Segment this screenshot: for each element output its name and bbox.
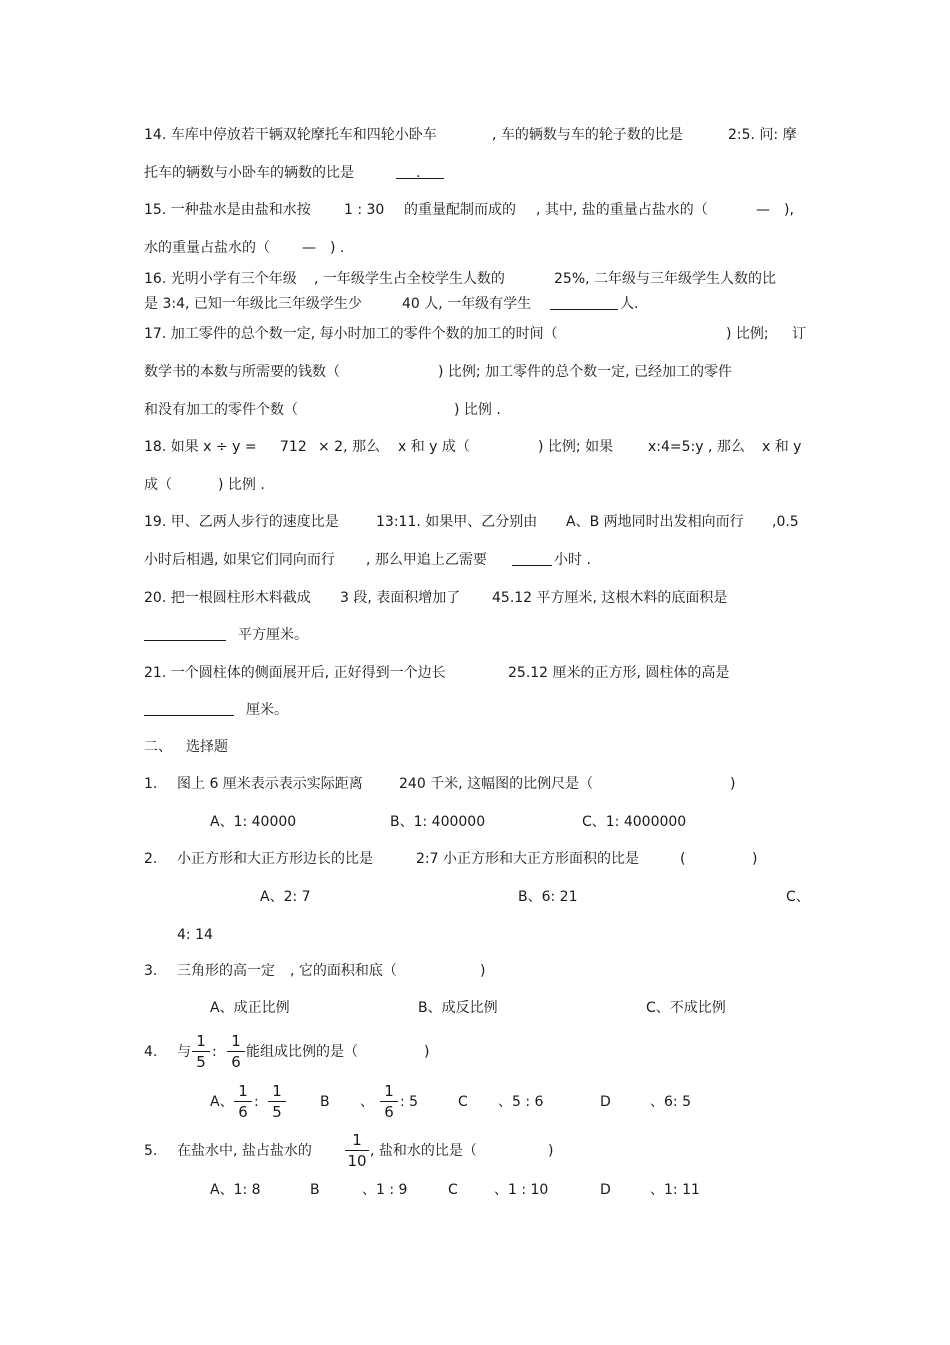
- q21-text-b: 25.12 厘米的正方形, 圆柱体的高是: [508, 665, 730, 681]
- q19-text-a: 19. 甲、乙两人步行的速度比是: [144, 514, 339, 530]
- q15-ratio: 1 : 30: [344, 202, 385, 218]
- q18-text-d: x 和 y 成（: [398, 439, 470, 455]
- section-2-title: 选择题: [186, 739, 228, 755]
- q18-text-g: x 和 y: [762, 439, 802, 455]
- q20-text-c: 45.12 平方厘米, 这根木料的底面积是: [492, 590, 728, 606]
- choice-4-fraction-2: [227, 1032, 245, 1071]
- choice-4-colon: :: [212, 1044, 217, 1060]
- choice-5-text: 在盐水中, 盐占盐水的: [177, 1143, 312, 1159]
- q15-text-d: , 其中, 盐的重量占盐水的（: [536, 202, 708, 218]
- choice-3-option-a[interactable]: A、成正比例: [210, 1000, 290, 1016]
- choice-1-option-b[interactable]: B、1: 400000: [390, 814, 486, 830]
- q18-text-c: × 2, 那么: [318, 439, 380, 455]
- choice-4-fraction-1: [192, 1032, 210, 1071]
- choice-3-number: 3.: [144, 963, 158, 979]
- q16-text-a: 16. 光明小学有三个年级: [144, 271, 297, 287]
- q18-text-e: ) 比例; 如果: [538, 439, 614, 455]
- choice-4-pre: 与: [177, 1044, 191, 1060]
- fraction-denominator: 5: [196, 1053, 206, 1071]
- q16-text-d: 是 3:4, 已知一年级比三年级学生少: [144, 296, 362, 312]
- choice-4-option-d-value: 、6: 5: [650, 1094, 691, 1110]
- choice-5-number: 5.: [144, 1143, 158, 1159]
- choice-5-option-c-value: 、1 : 10: [494, 1182, 549, 1198]
- q18-text-a: 18. 如果 x ÷ y =: [144, 439, 257, 455]
- choice-5-option-b[interactable]: B: [310, 1182, 320, 1198]
- q18-text-f: x:4=5:y , 那么: [648, 439, 745, 455]
- q15-text-f: ),: [784, 202, 794, 218]
- q16-text-f: 人.: [620, 296, 639, 312]
- fraction-numerator: 1: [231, 1032, 241, 1050]
- q19-text-d: ,0.5: [772, 514, 799, 530]
- choice-4-option-a-fraction-2: [268, 1082, 286, 1121]
- q15-text-c: 的重量配制而成的: [404, 202, 516, 218]
- choice-4-option-a-colon: :: [254, 1094, 259, 1110]
- choice-5-fraction: [345, 1131, 369, 1170]
- q15-fraction-blank-1[interactable]: —: [756, 202, 770, 218]
- q18-text-h: 成（: [144, 477, 172, 493]
- q19-text-g: 小时 .: [554, 552, 591, 568]
- q17-text-b: ) 比例;: [726, 326, 769, 342]
- choice-4-option-a[interactable]: A、: [210, 1094, 234, 1110]
- q19-text-b: 13:11. 如果甲、乙分别由: [376, 514, 538, 530]
- choice-4-option-b-sep: 、: [360, 1094, 374, 1110]
- fraction-denominator: 6: [231, 1053, 241, 1071]
- fraction-numerator: 1: [272, 1082, 282, 1100]
- q16-text-e: 40 人, 一年级有学生: [402, 296, 532, 312]
- q14-text-b: , 车的辆数与车的轮子数的比是: [492, 127, 683, 143]
- choice-2-open: (: [680, 851, 686, 867]
- q14-text-c: 2:5. 问: 摩: [728, 127, 797, 143]
- q19-text-f: , 那么甲追上乙需要: [366, 552, 487, 568]
- q19-text-e: 小时后相遇, 如果它们同向而行: [144, 552, 335, 568]
- choice-4-option-b[interactable]: B: [320, 1094, 330, 1110]
- choice-5-option-c[interactable]: C: [448, 1182, 458, 1198]
- q17-text-e: ) 比例; 加工零件的总个数一定, 已经加工的零件: [438, 364, 732, 380]
- q17-text-d: 数学书的本数与所需要的钱数（: [144, 364, 340, 380]
- choice-1-option-a[interactable]: A、1: 40000: [210, 814, 297, 830]
- fraction-denominator: 6: [238, 1103, 248, 1121]
- fraction-numerator: 1: [238, 1082, 248, 1100]
- choice-1-text: 图上 6 厘米表示表示实际距离: [177, 776, 363, 792]
- choice-5-close: ): [548, 1143, 554, 1159]
- choice-2-number: 2.: [144, 851, 158, 867]
- choice-4-option-c[interactable]: C: [458, 1094, 468, 1110]
- q17-text-g: ) 比例 .: [454, 402, 501, 418]
- fraction-numerator: 1: [352, 1131, 362, 1149]
- choice-2-text-2: 2:7 小正方形和大正方形面积的比是: [416, 851, 639, 867]
- fraction-numerator: 1: [384, 1082, 394, 1100]
- choice-1-text-2: 240 千米, 这幅图的比例尺是（: [399, 776, 594, 792]
- q14-text-a: 14. 车库中停放若干辆双轮摩托车和四轮小卧车: [144, 127, 437, 143]
- q18-text-i: ) 比例 .: [218, 477, 265, 493]
- q16-answer-blank[interactable]: [550, 293, 618, 317]
- q15-text-a: 15. 一种盐水是由盐和水按: [144, 202, 311, 218]
- choice-4-option-d[interactable]: D: [600, 1094, 611, 1110]
- choice-5-option-b-value: 、1 : 9: [362, 1182, 408, 1198]
- q19-text-c: A、B 两地同时出发相向而行: [566, 514, 744, 530]
- choice-2-option-c-value: 4: 14: [177, 927, 213, 943]
- q17-text-f: 和没有加工的零件个数（: [144, 402, 298, 418]
- q20-answer-blank[interactable]: [144, 624, 226, 648]
- fraction-denominator: 6: [384, 1103, 394, 1121]
- choice-2-close: ): [752, 851, 758, 867]
- q15-text-g: 水的重量占盐水的（: [144, 240, 270, 256]
- choice-3-text-2: , 它的面积和底（: [290, 963, 397, 979]
- q21-text-c: 厘米。: [246, 702, 288, 718]
- q16-text-b: , 一年级学生占全校学生人数的: [314, 271, 505, 287]
- choice-5-option-d-value: 、1: 11: [650, 1182, 700, 1198]
- q15-text-i: ) .: [330, 240, 345, 256]
- fraction-numerator: 1: [196, 1032, 206, 1050]
- choice-1-option-c[interactable]: C、1: 4000000: [582, 814, 687, 830]
- choice-3-option-b[interactable]: B、成反比例: [418, 1000, 498, 1016]
- q21-text-a: 21. 一个圆柱体的侧面展开后, 正好得到一个边长: [144, 665, 446, 681]
- q18-text-b: 712: [280, 439, 307, 455]
- choice-2-option-b[interactable]: B、6: 21: [518, 889, 578, 905]
- fraction-denominator: 10: [347, 1152, 367, 1170]
- choice-4-option-b-end: : 5: [400, 1094, 419, 1110]
- section-2-number: 二、: [144, 739, 172, 755]
- choice-2-option-a[interactable]: A、2: 7: [260, 889, 311, 905]
- q20-text-b: 3 段, 表面积增加了: [340, 590, 461, 606]
- choice-3-text: 三角形的高一定: [177, 963, 275, 979]
- choice-4-option-b-fraction: [380, 1082, 398, 1121]
- choice-4-option-c-value: 、5 : 6: [498, 1094, 544, 1110]
- choice-2-text: 小正方形和大正方形边长的比是: [177, 851, 373, 867]
- q15-fraction-blank-2[interactable]: —: [302, 240, 316, 256]
- choice-3-option-c[interactable]: C、不成比例: [646, 1000, 726, 1016]
- q19-answer-blank[interactable]: [512, 549, 552, 573]
- q20-text-a: 20. 把一根圆柱形木料截成: [144, 590, 311, 606]
- choice-1-close: ): [730, 776, 736, 792]
- choice-5-option-d[interactable]: D: [600, 1182, 611, 1198]
- q17-text-a: 17. 加工零件的总个数一定, 每小时加工的零件个数的加工的时间（: [144, 326, 558, 342]
- choice-2-option-c[interactable]: C、: [786, 889, 810, 905]
- choice-3-close: ): [480, 963, 486, 979]
- choice-4-text: 能组成比例的是（: [246, 1044, 358, 1060]
- choice-4-option-a-fraction-1: [234, 1082, 252, 1121]
- q17-text-c: 订: [792, 326, 806, 342]
- choice-4-close: ): [424, 1044, 430, 1060]
- q14-text-d: 托车的辆数与小卧车的辆数的比是: [144, 165, 354, 181]
- choice-4-number: 4.: [144, 1044, 158, 1060]
- q20-text-d: 平方厘米。: [238, 627, 308, 643]
- fraction-denominator: 5: [272, 1103, 282, 1121]
- q14-period: .: [416, 165, 421, 181]
- choice-5-option-a[interactable]: A、1: 8: [210, 1182, 261, 1198]
- q21-answer-blank[interactable]: [144, 699, 234, 723]
- q16-text-c: 25%, 二年级与三年级学生人数的比: [554, 271, 777, 287]
- choice-5-text-2: , 盐和水的比是（: [370, 1143, 477, 1159]
- choice-1-number: 1.: [144, 776, 158, 792]
